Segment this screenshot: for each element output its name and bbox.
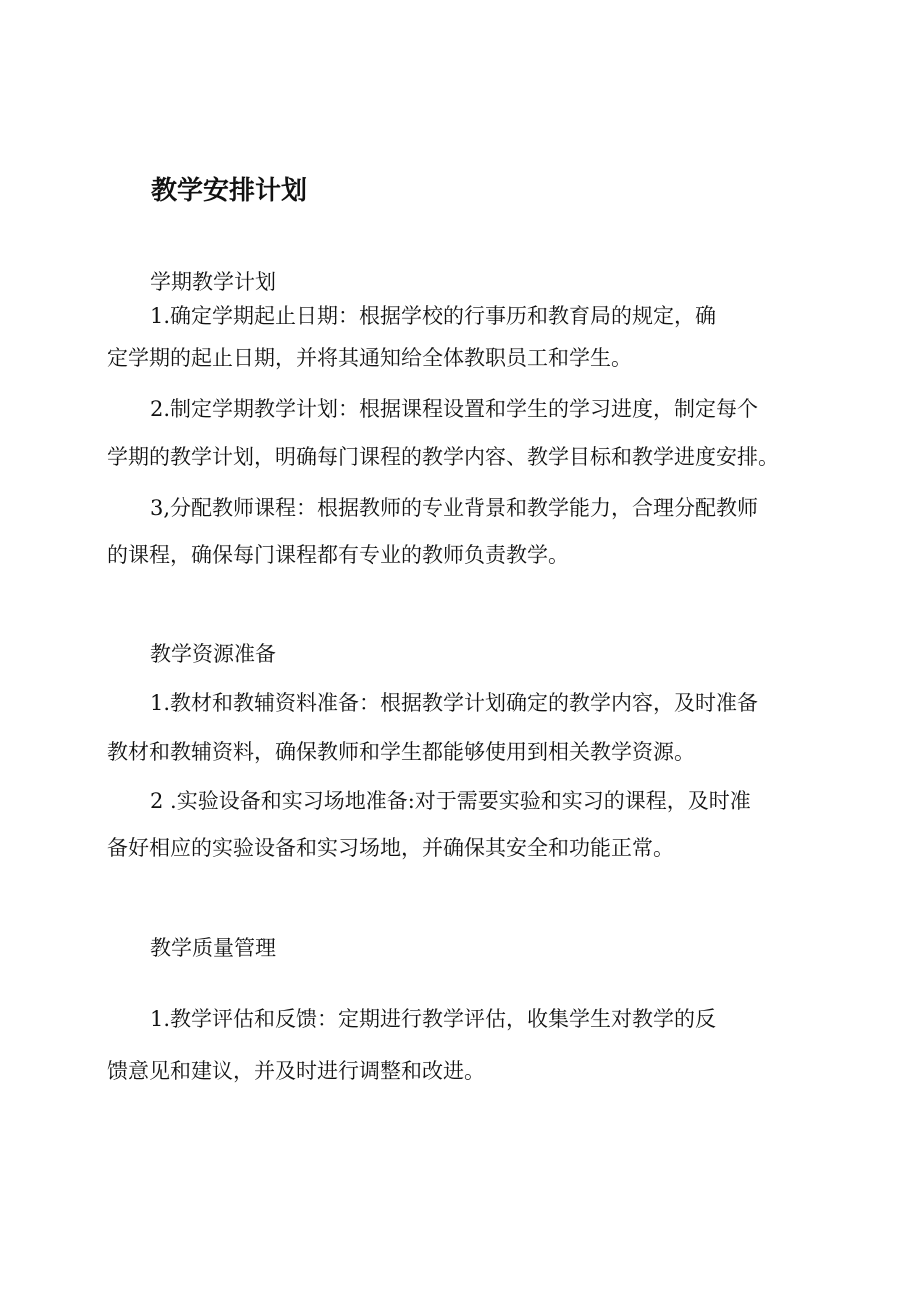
paragraph-line: 2 .实验设备和实习场地准备:对于需要实验和实习的课程，及时准 [150, 789, 751, 813]
paragraph-line: 1.确定学期起止日期：根据学校的行事历和教育局的规定，确 [150, 304, 717, 328]
paragraph-line: 的课程，确保每门课程都有专业的教师负责教学。 [107, 543, 569, 567]
section-heading-quality-management: 教学质量管理 [150, 936, 276, 960]
paragraph-line: 定学期的起止日期，并将其通知给全体教职员工和学生。 [107, 346, 632, 370]
section-heading-semester-plan: 学期教学计划 [150, 270, 276, 294]
paragraph-line: 1.教材和教辅资料准备：根据教学计划确定的教学内容，及时准备 [150, 691, 759, 715]
section-heading-resource-prep: 教学资源准备 [150, 642, 276, 666]
document-title: 教学安排计划 [151, 176, 308, 206]
paragraph-line: 备好相应的实验设备和实习场地，并确保其安全和功能正常。 [107, 836, 674, 860]
paragraph-line: 教材和教辅资料，确保教师和学生都能够使用到相关教学资源。 [107, 740, 695, 764]
paragraph-line: 2.制定学期教学计划：根据课程设置和学生的学习进度，制定每个 [150, 397, 759, 421]
paragraph-line: 学期的教学计划，明确每门课程的教学内容、教学目标和教学进度安排。 [107, 445, 779, 469]
paragraph-line: 馈意见和建议，并及时进行调整和改进。 [107, 1059, 485, 1083]
paragraph-line: 3,分配教师课程：根据教师的专业背景和教学能力，合理分配教师 [150, 496, 759, 520]
paragraph-line: 1.教学评估和反馈：定期进行教学评估，收集学生对教学的反 [150, 1007, 717, 1031]
